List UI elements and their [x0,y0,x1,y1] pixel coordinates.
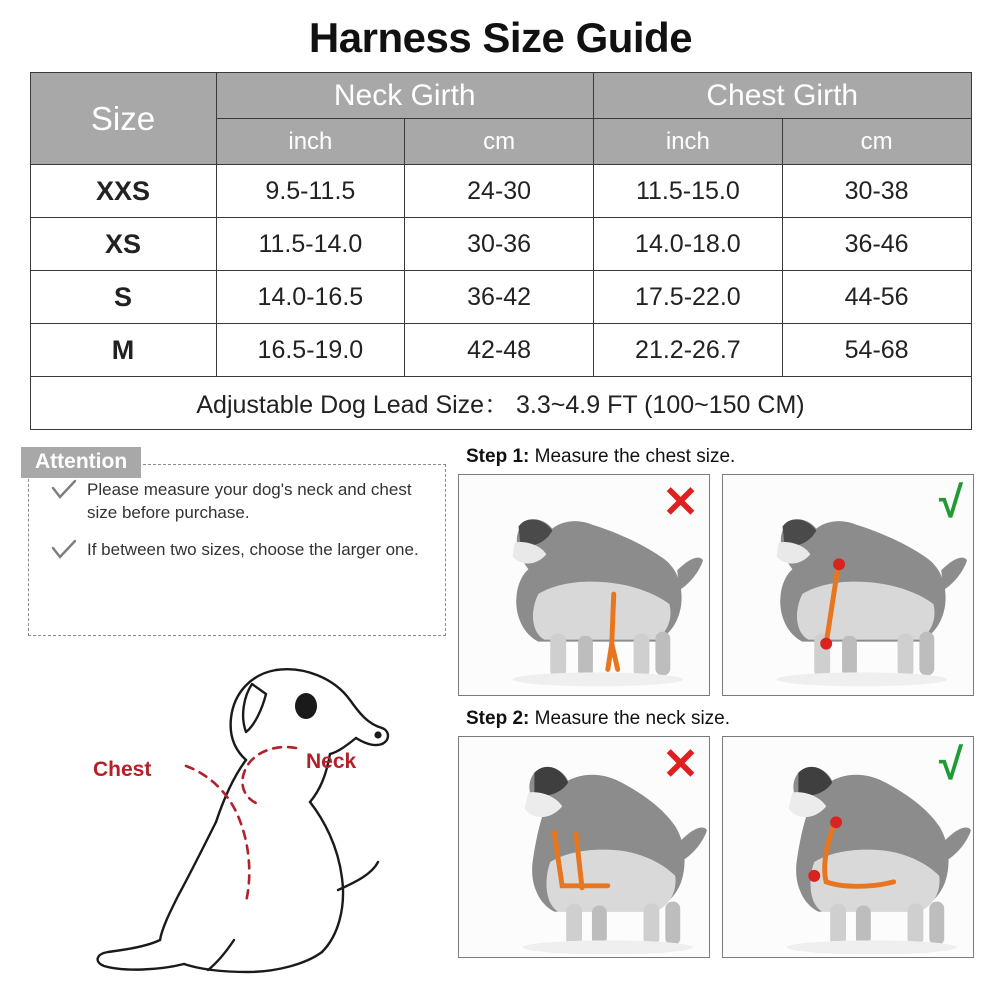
cell-neck-cm: 30-36 [405,218,594,271]
cell-chest-inch: 11.5-15.0 [594,165,783,218]
step-2-number: Step 2: [466,708,530,729]
lead-size-note: Adjustable Dog Lead Size： 3.3~4.9 FT (100~150 CM) [30,377,971,430]
cell-neck-cm: 24-30 [405,165,594,218]
right-mark-icon: √ [938,478,963,527]
step-1-text: Measure the chest size. [529,446,736,467]
steps-section [458,440,978,958]
attention-box [28,450,446,636]
cell-neck-cm: 42-48 [405,324,594,377]
step-2-wrong-photo [458,736,710,958]
table-body [30,165,971,430]
dog-photo-neck-right [723,737,973,957]
header-chest-cm: cm [782,119,971,165]
table-row [30,271,971,324]
cell-neck-inch: 14.0-16.5 [216,271,405,324]
step-2-text: Measure the neck size. [529,708,731,729]
cell-neck-inch: 9.5-11.5 [216,165,405,218]
header-neck-inch: inch [216,119,405,165]
step-2-right-photo [722,736,974,958]
cell-neck-inch: 11.5-14.0 [216,218,405,271]
table-head [30,73,971,165]
attention-note-text: If between two sizes, choose the larger one. [87,539,419,559]
attention-note [51,525,427,562]
step-1-caption [466,446,978,468]
cell-chest-inch: 14.0-18.0 [594,218,783,271]
header-chest-inch: inch [594,119,783,165]
cell-chest-inch: 17.5-22.0 [594,271,783,324]
cell-chest-cm: 44-56 [782,271,971,324]
size-table [30,72,972,430]
header-chest-girth: Chest Girth [594,73,972,119]
cell-size: M [30,324,216,377]
step-1-photos [458,474,978,696]
cell-neck-inch: 16.5-19.0 [216,324,405,377]
dog-photo-chest-right [723,475,973,695]
table-row [30,324,971,377]
dog-outline-icon [38,640,438,990]
cell-size: XS [30,218,216,271]
table-row [30,218,971,271]
step-1-number: Step 1: [466,446,530,467]
step-2-caption [466,708,978,730]
step-1-right-photo [722,474,974,696]
table-row [30,165,971,218]
lower-section [0,440,1001,1000]
page-title: Harness Size Guide [308,14,693,61]
header-neck-cm: cm [405,119,594,165]
right-mark-icon: √ [938,740,963,789]
cell-chest-inch: 21.2-26.7 [594,324,783,377]
neck-label: Neck [306,750,357,773]
step-2-photos [458,736,978,958]
wrong-mark-icon: ✕ [662,740,699,789]
header-neck-girth: Neck Girth [216,73,594,119]
check-icon [51,539,77,561]
attention-note-text: Please measure your dog's neck and chest size before purchase. [87,480,412,522]
dog-measure-diagram [38,640,438,990]
cell-chest-cm: 30-38 [782,165,971,218]
cell-neck-cm: 36-42 [405,271,594,324]
cell-chest-cm: 54-68 [782,324,971,377]
cell-chest-cm: 36-46 [782,218,971,271]
wrong-mark-icon: ✕ [662,478,699,527]
attention-label: Attention [21,447,141,478]
check-icon [51,479,77,501]
header-size: Size [30,73,216,165]
table-header-row-groups [30,73,971,119]
table-footer-row [30,377,971,430]
step-1-wrong-photo [458,474,710,696]
cell-size: XXS [30,165,216,218]
chest-label: Chest [93,758,152,781]
cell-size: S [30,271,216,324]
